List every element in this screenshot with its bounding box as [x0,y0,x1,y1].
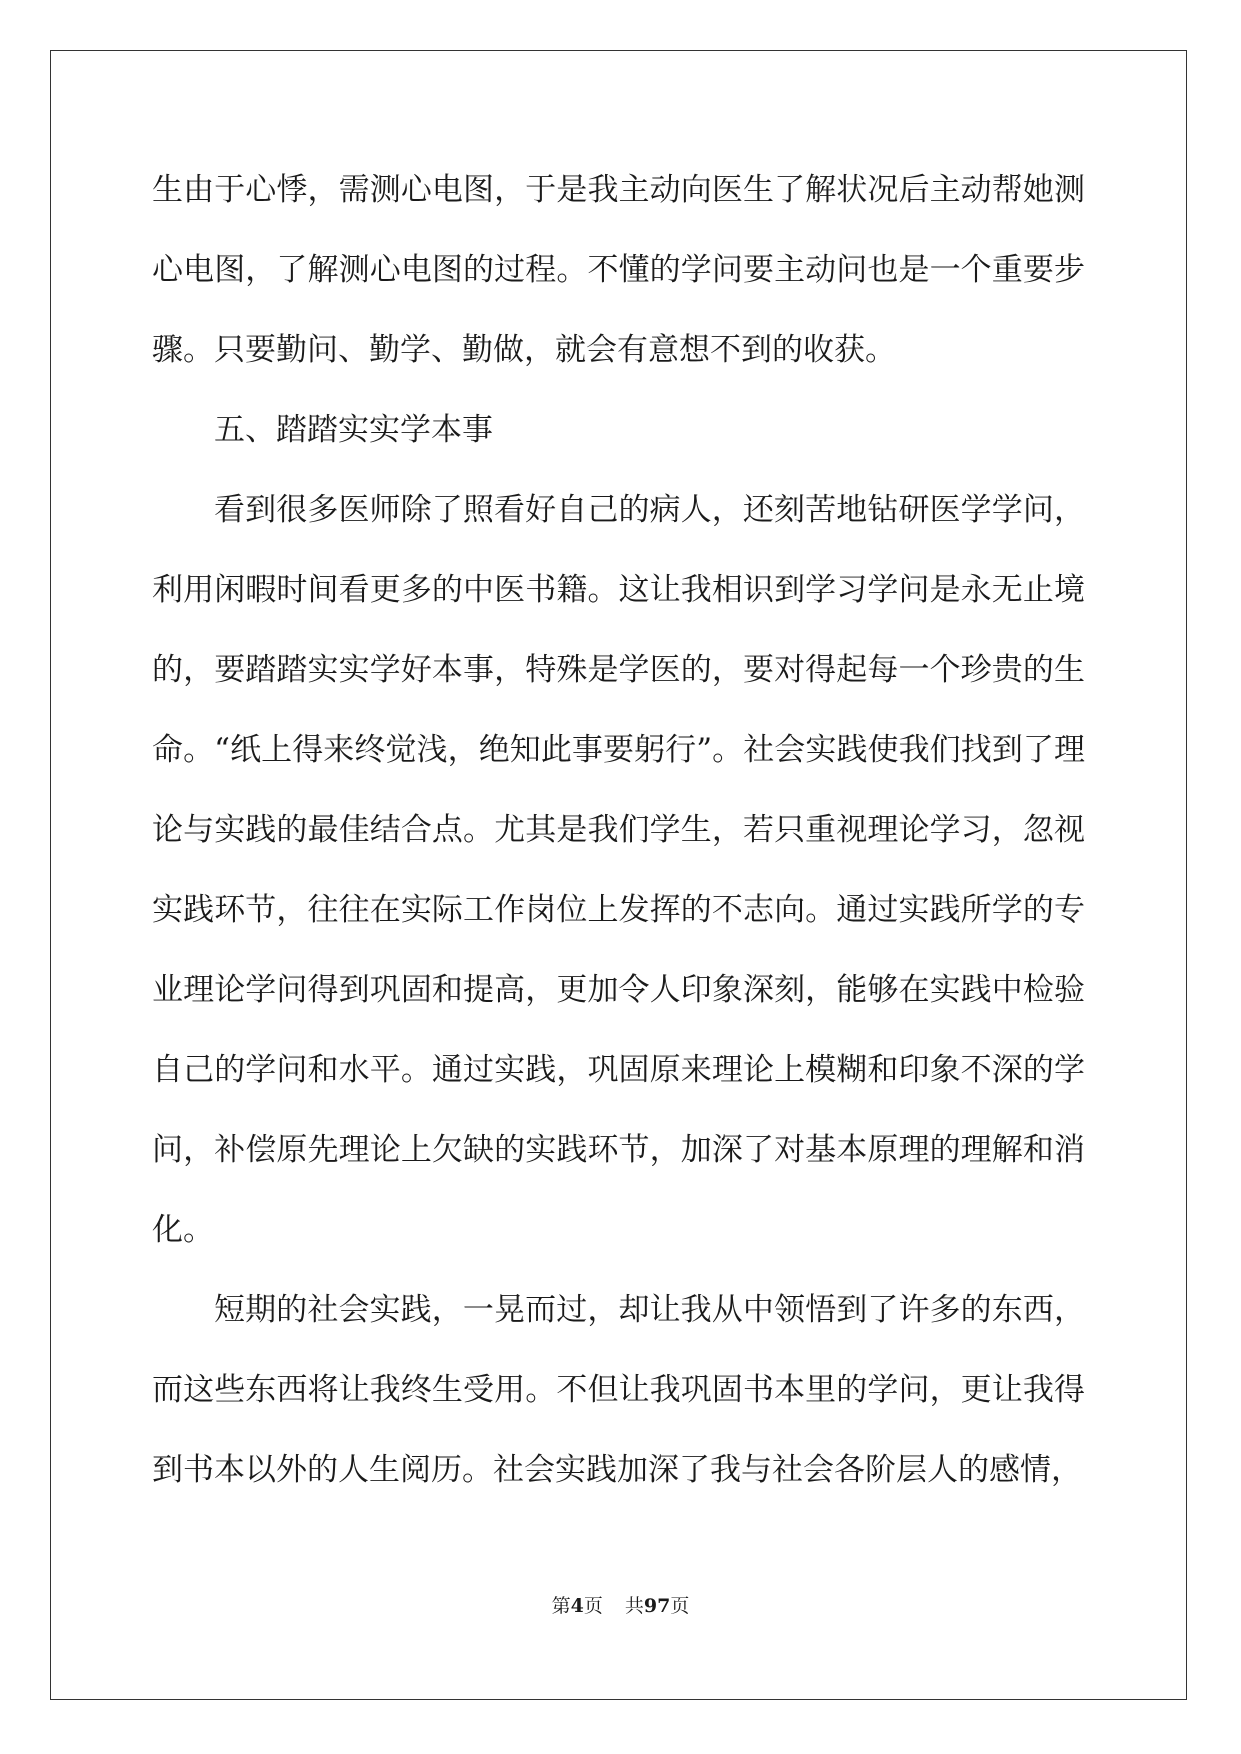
footer-page-prefix: 第 [551,1595,571,1617]
text-line: 命。“纸上得来终觉浅，绝知此事要躬行”。社会实践使我们找到了理 [152,732,1085,768]
text-line: 五、踏踏实实学本事 [214,412,493,448]
text-line: 利用闲暇时间看更多的中医书籍。这让我相识到学习学问是永无止境 [152,572,1085,608]
text-line: 骤。只要勤问、勤学、勤做，就会有意想不到的收获。 [152,332,896,368]
text-line: 业理论学问得到巩固和提高，更加令人印象深刻，能够在实践中检验 [152,972,1085,1008]
text-line: 心电图，了解测心电图的过程。不懂的学问要主动问也是一个重要步 [152,252,1085,288]
paragraph [152,482,1085,1282]
document-body [152,162,1085,1522]
text-line: 实践环节，往往在实际工作岗位上发挥的不志向。通过实践所学的专 [152,892,1085,928]
text-line: 短期的社会实践，一晃而过，却让我从中领悟到了许多的东西， [214,1292,1085,1328]
text-line: 到书本以外的人生阅历。社会实践加深了我与社会各阶层人的感情， [152,1452,1082,1488]
section-heading [152,402,1085,482]
footer-total-prefix: 共 [624,1595,644,1617]
footer-page-suffix: 页 [583,1595,603,1617]
text-line: 而这些东西将让我终生受用。不但让我巩固书本里的学问，更让我得 [152,1372,1085,1408]
text-line: 问，补偿原先理论上欠缺的实践环节，加深了对基本原理的理解和消 [152,1132,1085,1168]
page-footer [0,1594,1241,1618]
text-line: 生由于心悸，需测心电图，于是我主动向医生了解状况后主动帮她测 [152,172,1085,208]
footer-total-suffix: 页 [670,1595,690,1617]
text-line: 化。 [152,1212,214,1248]
footer-page-number: 4 [570,1595,584,1617]
text-line: 看到很多医师除了照看好自己的病人，还刻苦地钻研医学学问， [214,492,1085,528]
paragraph [152,1282,1085,1522]
text-line: 自己的学问和水平。通过实践，巩固原来理论上模糊和印象不深的学 [152,1052,1085,1088]
footer-total-pages: 97 [643,1595,671,1617]
text-line: 论与实践的最佳结合点。尤其是我们学生，若只重视理论学习，忽视 [152,812,1085,848]
paragraph [152,162,1085,402]
text-line: 的，要踏踏实实学好本事，特殊是学医的，要对得起每一个珍贵的生 [152,652,1085,688]
